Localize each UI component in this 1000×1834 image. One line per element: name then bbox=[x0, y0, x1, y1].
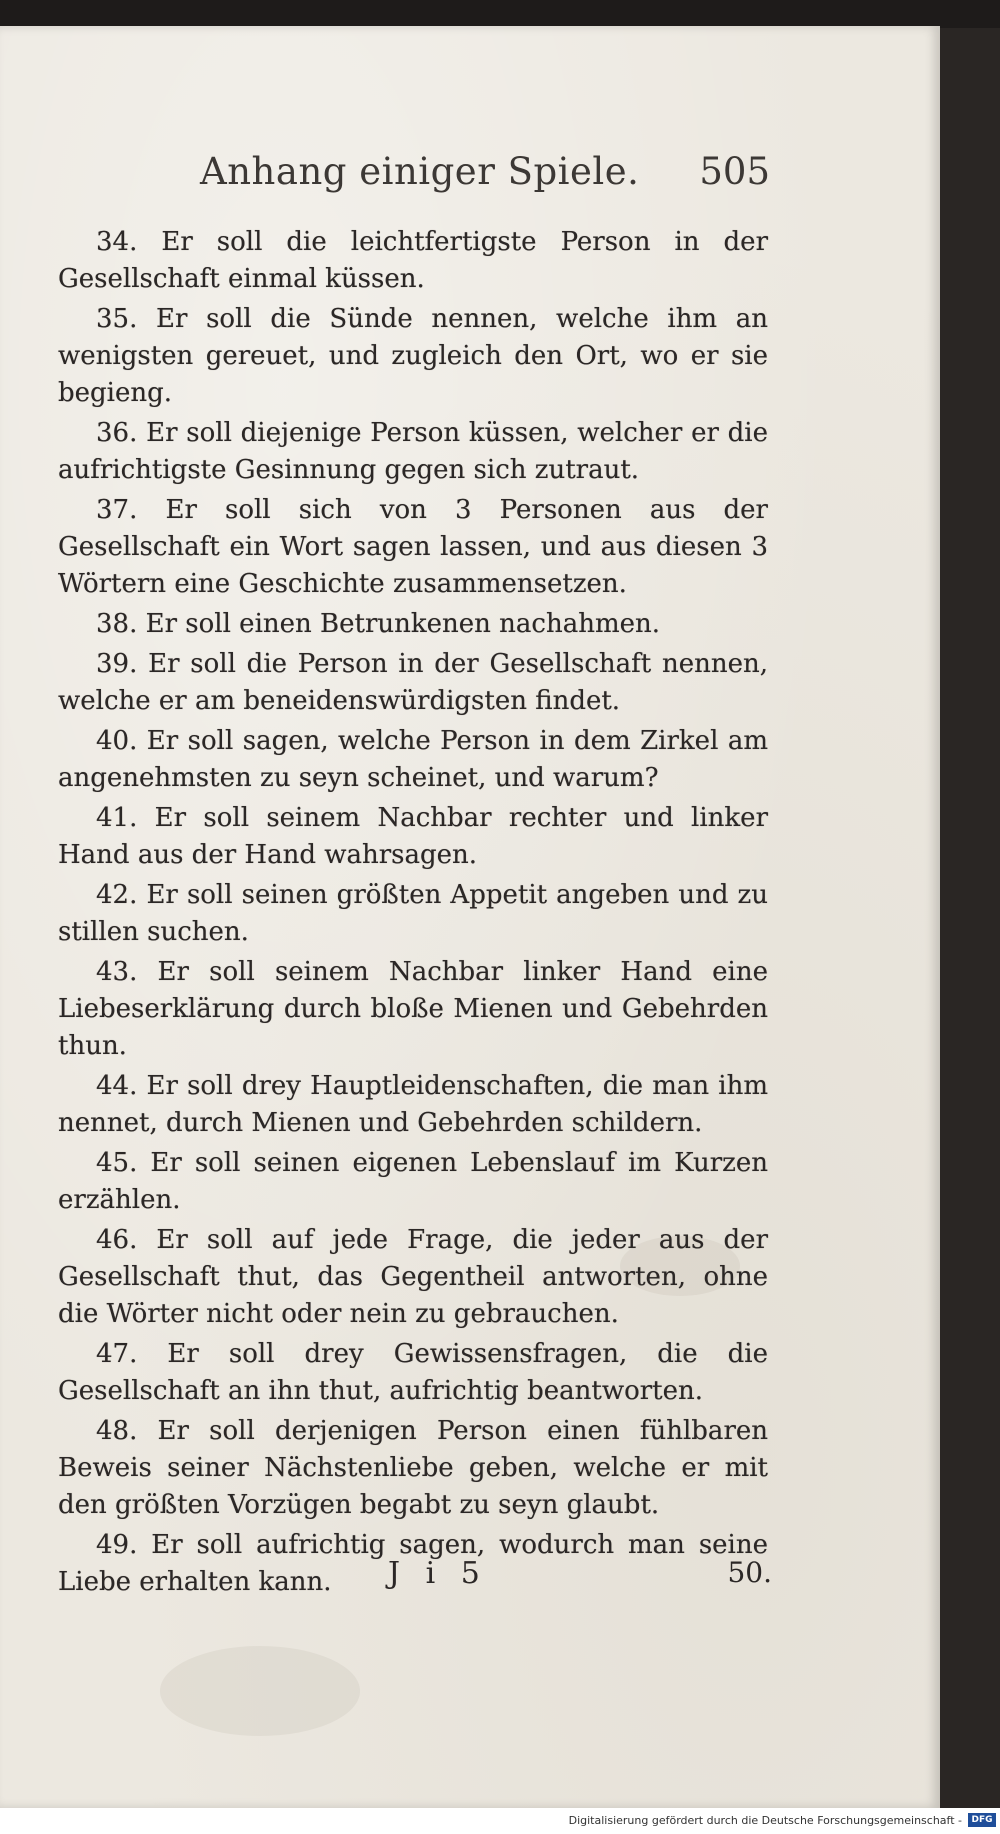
paper-stain bbox=[160, 1646, 360, 1736]
dfg-logo: DFG bbox=[968, 1813, 996, 1827]
list-item: 43. Er soll seinem Nachbar linker Hand eine Liebeserklärung durch bloße Mienen und Gebehrden thun. bbox=[58, 957, 768, 1061]
list-item: 36. Er soll diejenige Person küssen, welcher er die aufrichtigste Gesinnung gegen sich zutraut. bbox=[58, 418, 768, 485]
list-item: 37. Er soll sich von 3 Personen aus der Gesellschaft ein Wort sagen lassen, und aus diesen 3 Wörtern eine Geschichte zusammensetzen. bbox=[58, 495, 768, 599]
list-item: 40. Er soll sagen, welche Person in dem Zirkel am angenehmsten zu seyn scheinet, und warum? bbox=[58, 726, 768, 793]
list-item: 49. Er soll aufrichtig sagen, wodurch man seine Liebe erhalten kann. bbox=[58, 1530, 768, 1597]
list-item: 46. Er soll auf jede Frage, die jeder aus der Gesellschaft thut, das Gegentheil antworten, ohne die Wörter nicht oder nein zu gebrauchen. bbox=[58, 1225, 768, 1329]
page-footer bbox=[58, 1556, 778, 1596]
scan-border-top bbox=[0, 0, 1000, 28]
page-number: 505 bbox=[699, 150, 770, 193]
list-item: 45. Er soll seinen eigenen Lebenslauf im Kurzen erzählen. bbox=[58, 1148, 768, 1215]
list-item: 38. Er soll einen Betrunkenen nachahmen. bbox=[96, 609, 661, 639]
signature-mark: J i 5 bbox=[388, 1556, 488, 1591]
page-header bbox=[200, 150, 770, 200]
list-item: 48. Er soll derjenigen Person einen fühlbaren Beweis seiner Nächstenliebe geben, welche er mit den größten Vorzügen begabt zu seyn glaubt. bbox=[58, 1416, 768, 1520]
page-body bbox=[58, 224, 768, 1604]
list-item: 47. Er soll drey Gewissensfragen, die die Gesellschaft an ihn thut, aufrichtig beantworten. bbox=[58, 1339, 768, 1406]
list-item: 44. Er soll drey Hauptleidenschaften, die man ihm nennet, durch Mienen und Gebehrden schildern. bbox=[58, 1071, 768, 1138]
catchword: 50. bbox=[727, 1556, 772, 1589]
list-item: 39. Er soll die Person in der Gesellschaft nennen, welche er am beneidenswürdigsten findet. bbox=[58, 649, 768, 716]
credit-bar bbox=[0, 1808, 1000, 1834]
list-item: 41. Er soll seinem Nachbar rechter und linker Hand aus der Hand wahrsagen. bbox=[58, 803, 768, 870]
list-item: 42. Er soll seinen größten Appetit angeben und zu stillen suchen. bbox=[58, 880, 768, 947]
credit-text: Digitalisierung gefördert durch die Deutsche Forschungsgemeinschaft - bbox=[568, 1814, 962, 1827]
running-title: Anhang einiger Spiele. bbox=[200, 150, 640, 193]
list-item: 34. Er soll die leichtfertigste Person in der Gesellschaft einmal küssen. bbox=[58, 227, 768, 294]
list-item: 35. Er soll die Sünde nennen, welche ihm an wenigsten gereuet, und zugleich den Ort, wo er sie begieng. bbox=[58, 304, 768, 408]
